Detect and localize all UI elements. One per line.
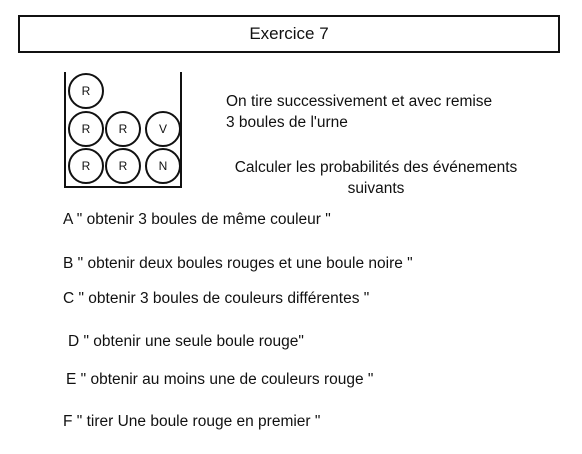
exercise-title: Exercice 7 — [249, 24, 329, 43]
instructions-line-2: 3 boules de l'urne — [226, 114, 348, 131]
question-line-1: Calculer les probabilités des événements — [234, 159, 518, 176]
event-f: F " tirer Une boule rouge en premier " — [63, 413, 321, 430]
event-d: D " obtenir une seule boule rouge" — [68, 333, 304, 350]
question-text — [226, 157, 526, 199]
ball-label: R — [118, 122, 128, 136]
urn-diagram — [64, 72, 182, 190]
instructions-line-1: On tire successivement et avec remise — [226, 93, 493, 110]
ball-label: N — [158, 159, 168, 173]
ball-green — [145, 111, 181, 147]
event-b: B " obtenir deux boules rouges et une boule noire " — [63, 255, 413, 272]
ball-label: R — [81, 122, 91, 136]
event-c: C " obtenir 3 boules de couleurs différentes " — [63, 290, 370, 307]
ball-red-bottom-2 — [105, 148, 141, 184]
exercise-title-box — [18, 15, 560, 53]
ball-red-top — [68, 73, 104, 109]
ball-red-bottom-1 — [68, 148, 104, 184]
ball-red-middle-1 — [68, 111, 104, 147]
ball-label: V — [158, 122, 167, 136]
question-line-2: suivants — [347, 180, 405, 197]
event-e: E " obtenir au moins une de couleurs rouge " — [66, 371, 374, 388]
instructions-text — [226, 91, 546, 133]
ball-red-middle-2 — [105, 111, 141, 147]
ball-label: R — [81, 159, 91, 173]
ball-label: R — [118, 159, 128, 173]
ball-black — [145, 148, 181, 184]
event-a: A " obtenir 3 boules de même couleur " — [63, 211, 331, 228]
ball-label: R — [81, 84, 91, 98]
